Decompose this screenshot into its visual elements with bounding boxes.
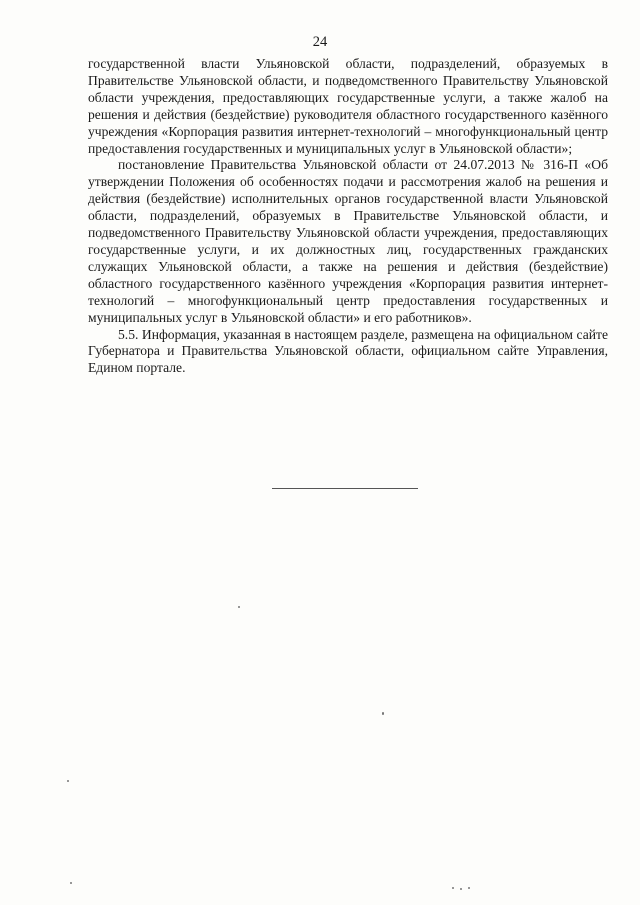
scan-speck (460, 888, 462, 890)
paragraph-continuation: государственной власти Ульяновской области, подразделений, образуемых в Правительстве Ульяновской области, и подведомственного Правительству Ульяновской области учреждения, предоставляющих государственные услуги, а также жалоб на решения и действия (бездействие) руководителя областного государственного казённого учреждения «Корпорация развития интернет-технологий – многофункциональный центр предоставления государственных и муниципальных услуг в Ульяновской области»; (88, 56, 608, 156)
scan-speck (468, 887, 470, 889)
scan-speck (382, 712, 384, 715)
scan-speck (67, 780, 69, 782)
closing-rule (272, 488, 418, 489)
page-number: 24 (312, 34, 328, 50)
paragraph-section-5-5: 5.5. Информация, указанная в настоящем разделе, размещена на официальном сайте Губернатора и Правительства Ульяновской области, официальном сайте Управления, Едином портале. (88, 326, 608, 376)
scan-speck (238, 606, 240, 608)
paragraph-resolution-316-p: постановление Правительства Ульяновской области от 24.07.2013 № 316-П «Об утверждении Положения об особенностях подачи и рассмотрения жалоб на решения и действия (бездействие) исполнительных органов государственной власти Ульяновской области, подразделений, образуемых в Правительстве Ульяновской области, и подведомственного Правительству Ульяновской области учреждения, предоставляющих государственные услуги, и их должностных лиц, государственных гражданских служащих Ульяновской области, а также на решения и действия (бездействие) областного государственного казённого учреждения «Корпорация развития интернет-технологий – многофункциональный центр предоставления государственных и муниципальных услуг в Ульяновской области» и его работников». (88, 157, 608, 325)
document-body (88, 56, 608, 377)
scan-speck (452, 887, 454, 889)
scan-speck (70, 882, 72, 884)
